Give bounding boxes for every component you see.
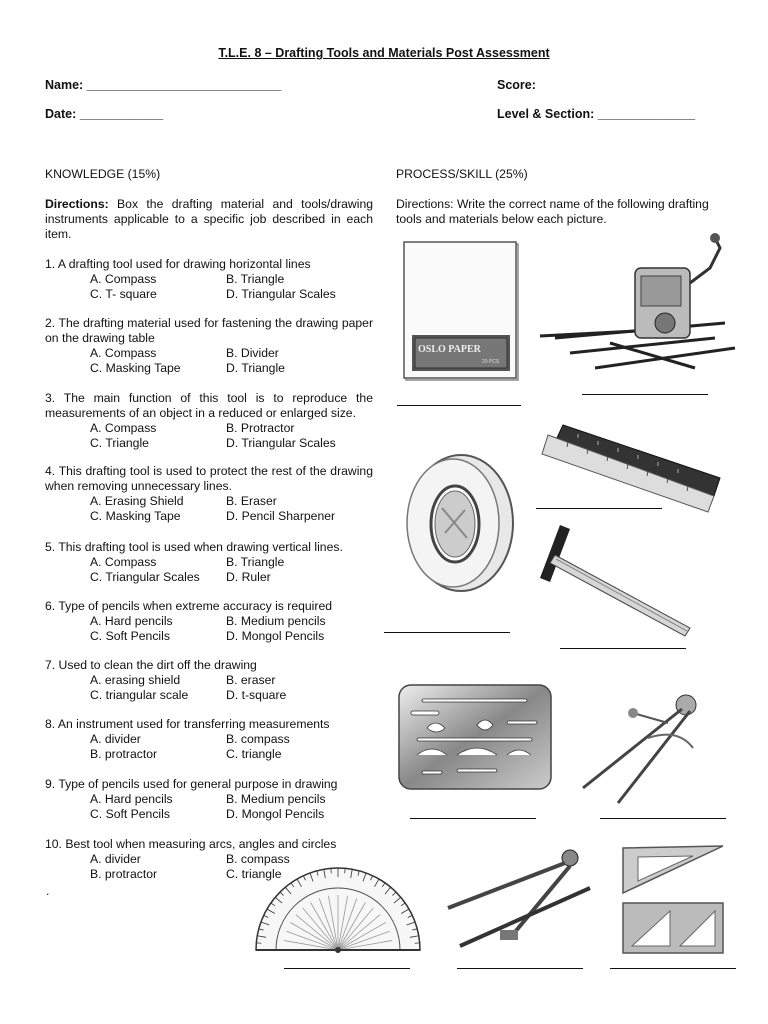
compass-image bbox=[440, 838, 605, 953]
choice-d[interactable]: D. Ruler bbox=[226, 570, 271, 584]
choice-a[interactable]: A. erasing shield bbox=[90, 673, 181, 687]
masking-tape-image bbox=[397, 448, 521, 598]
choice-c[interactable]: C. Triangular Scales bbox=[90, 570, 200, 584]
paper-sub: 20 PCS bbox=[482, 359, 500, 365]
choice-d[interactable]: C. triangle bbox=[226, 747, 282, 761]
t-square-image bbox=[530, 520, 700, 640]
question-text: 9. Type of pencils used for general purpose in drawing bbox=[45, 777, 338, 791]
choice-d[interactable]: D. Mongol Pencils bbox=[226, 629, 325, 643]
answer-blank-2[interactable] bbox=[582, 394, 708, 395]
choice-a[interactable]: A. divider bbox=[90, 732, 141, 746]
choice-a[interactable]: A. Hard pencils bbox=[90, 792, 173, 806]
choice-c[interactable]: B. protractor bbox=[90, 747, 158, 761]
answer-blank-7[interactable] bbox=[600, 818, 726, 819]
knowledge-heading: KNOWLEDGE (15%) bbox=[45, 167, 161, 181]
choice-d[interactable]: D. t-square bbox=[226, 688, 287, 702]
divider-image bbox=[578, 683, 730, 808]
question-text: 3. The main function of this tool is to reproduce the measurements of an object in a reduced or enlarged size. bbox=[45, 391, 373, 420]
paper-label: OSLO PAPER bbox=[418, 344, 481, 355]
choice-b[interactable]: B. compass bbox=[226, 732, 290, 746]
triangular-scale-image bbox=[538, 410, 730, 518]
choice-c[interactable]: C. Soft Pencils bbox=[90, 629, 170, 643]
question-text: 8. An instrument used for transferring measurements bbox=[45, 717, 330, 731]
knowledge-directions bbox=[45, 197, 373, 241]
choice-b[interactable]: B. Triangle bbox=[226, 555, 285, 569]
answer-blank-3[interactable] bbox=[384, 632, 510, 633]
choice-c[interactable]: C. T- square bbox=[90, 287, 157, 301]
choice-b[interactable]: B. compass bbox=[226, 852, 290, 866]
choice-b[interactable]: B. Triangle bbox=[226, 272, 285, 286]
choice-d[interactable]: D. Mongol Pencils bbox=[226, 807, 325, 821]
choice-d[interactable]: D. Triangular Scales bbox=[226, 287, 336, 301]
trailing-mark: . bbox=[46, 884, 50, 898]
directions-text: Box the drafting material and tools/drawing instruments applicable to a specific job described in each item. bbox=[45, 197, 373, 241]
question-text: 4. This drafting tool is used to protect the rest of the drawing when removing unnecessary lines. bbox=[45, 464, 373, 493]
choice-b[interactable]: B. Medium pencils bbox=[226, 614, 326, 628]
choice-d[interactable]: D. Triangle bbox=[226, 361, 285, 375]
choice-c[interactable]: C. Masking Tape bbox=[90, 509, 181, 523]
oslo-paper-image bbox=[402, 240, 524, 385]
answer-blank-10[interactable] bbox=[610, 968, 736, 969]
choice-b[interactable]: B. Eraser bbox=[226, 494, 277, 508]
triangles-image bbox=[620, 843, 730, 961]
choice-c[interactable]: C. Masking Tape bbox=[90, 361, 181, 375]
answer-blank-6[interactable] bbox=[410, 818, 536, 819]
choice-b[interactable]: B. Medium pencils bbox=[226, 792, 326, 806]
choice-d[interactable]: C. triangle bbox=[226, 867, 282, 881]
erasing-shield-image bbox=[397, 683, 553, 791]
level-section-field: Level & Section: ______________ bbox=[497, 107, 696, 121]
process-directions: Directions: Write the correct name of the following drafting tools and materials below each picture. bbox=[396, 197, 709, 226]
score-field: Score: bbox=[497, 78, 536, 92]
choice-a[interactable]: A. divider bbox=[90, 852, 141, 866]
choice-c[interactable]: B. protractor bbox=[90, 867, 158, 881]
choice-a[interactable]: A. Hard pencils bbox=[90, 614, 173, 628]
name-field: Name: ____________________________ bbox=[45, 78, 282, 92]
date-field: Date: ____________ bbox=[45, 107, 164, 121]
answer-blank-9[interactable] bbox=[457, 968, 583, 969]
question-text: 6. Type of pencils when extreme accuracy is required bbox=[45, 599, 333, 613]
choice-b[interactable]: B. Divider bbox=[226, 346, 279, 360]
answer-blank-4[interactable] bbox=[536, 508, 662, 509]
question-text: 10. Best tool when measuring arcs, angles and circles bbox=[45, 837, 337, 851]
choice-a[interactable]: A. Erasing Shield bbox=[90, 494, 184, 508]
choice-d[interactable]: D. Triangular Scales bbox=[226, 436, 336, 450]
protractor-image bbox=[250, 858, 426, 958]
choice-a[interactable]: A. Compass bbox=[90, 272, 157, 286]
page-title: T.L.E. 8 – Drafting Tools and Materials Post Assessment bbox=[218, 46, 550, 60]
answer-blank-5[interactable] bbox=[560, 648, 686, 649]
process-heading: PROCESS/SKILL (25%) bbox=[396, 167, 528, 181]
answer-blank-8[interactable] bbox=[284, 968, 410, 969]
choice-d[interactable]: D. Pencil Sharpener bbox=[226, 509, 336, 523]
question-text: 7. Used to clean the dirt off the drawing bbox=[45, 658, 257, 672]
question-text: 2. The drafting material used for fastening the drawing paper on the drawing table bbox=[45, 316, 373, 345]
question-text: 1. A drafting tool used for drawing horizontal lines bbox=[45, 257, 311, 271]
pencil-sharpener-image bbox=[535, 228, 745, 378]
choice-a[interactable]: A. Compass bbox=[90, 555, 157, 569]
directions-label: Directions: bbox=[45, 197, 109, 211]
choice-b[interactable]: B. eraser bbox=[226, 673, 276, 687]
choice-a[interactable]: A. Compass bbox=[90, 346, 157, 360]
answer-blank-1[interactable] bbox=[397, 405, 521, 406]
choice-c[interactable]: C. Triangle bbox=[90, 436, 149, 450]
choice-a[interactable]: A. Compass bbox=[90, 421, 157, 435]
choice-c[interactable]: C. Soft Pencils bbox=[90, 807, 170, 821]
question-text: 5. This drafting tool is used when drawing vertical lines. bbox=[45, 540, 343, 554]
choice-c[interactable]: C. triangular scale bbox=[90, 688, 189, 702]
choice-b[interactable]: B. Protractor bbox=[226, 421, 295, 435]
